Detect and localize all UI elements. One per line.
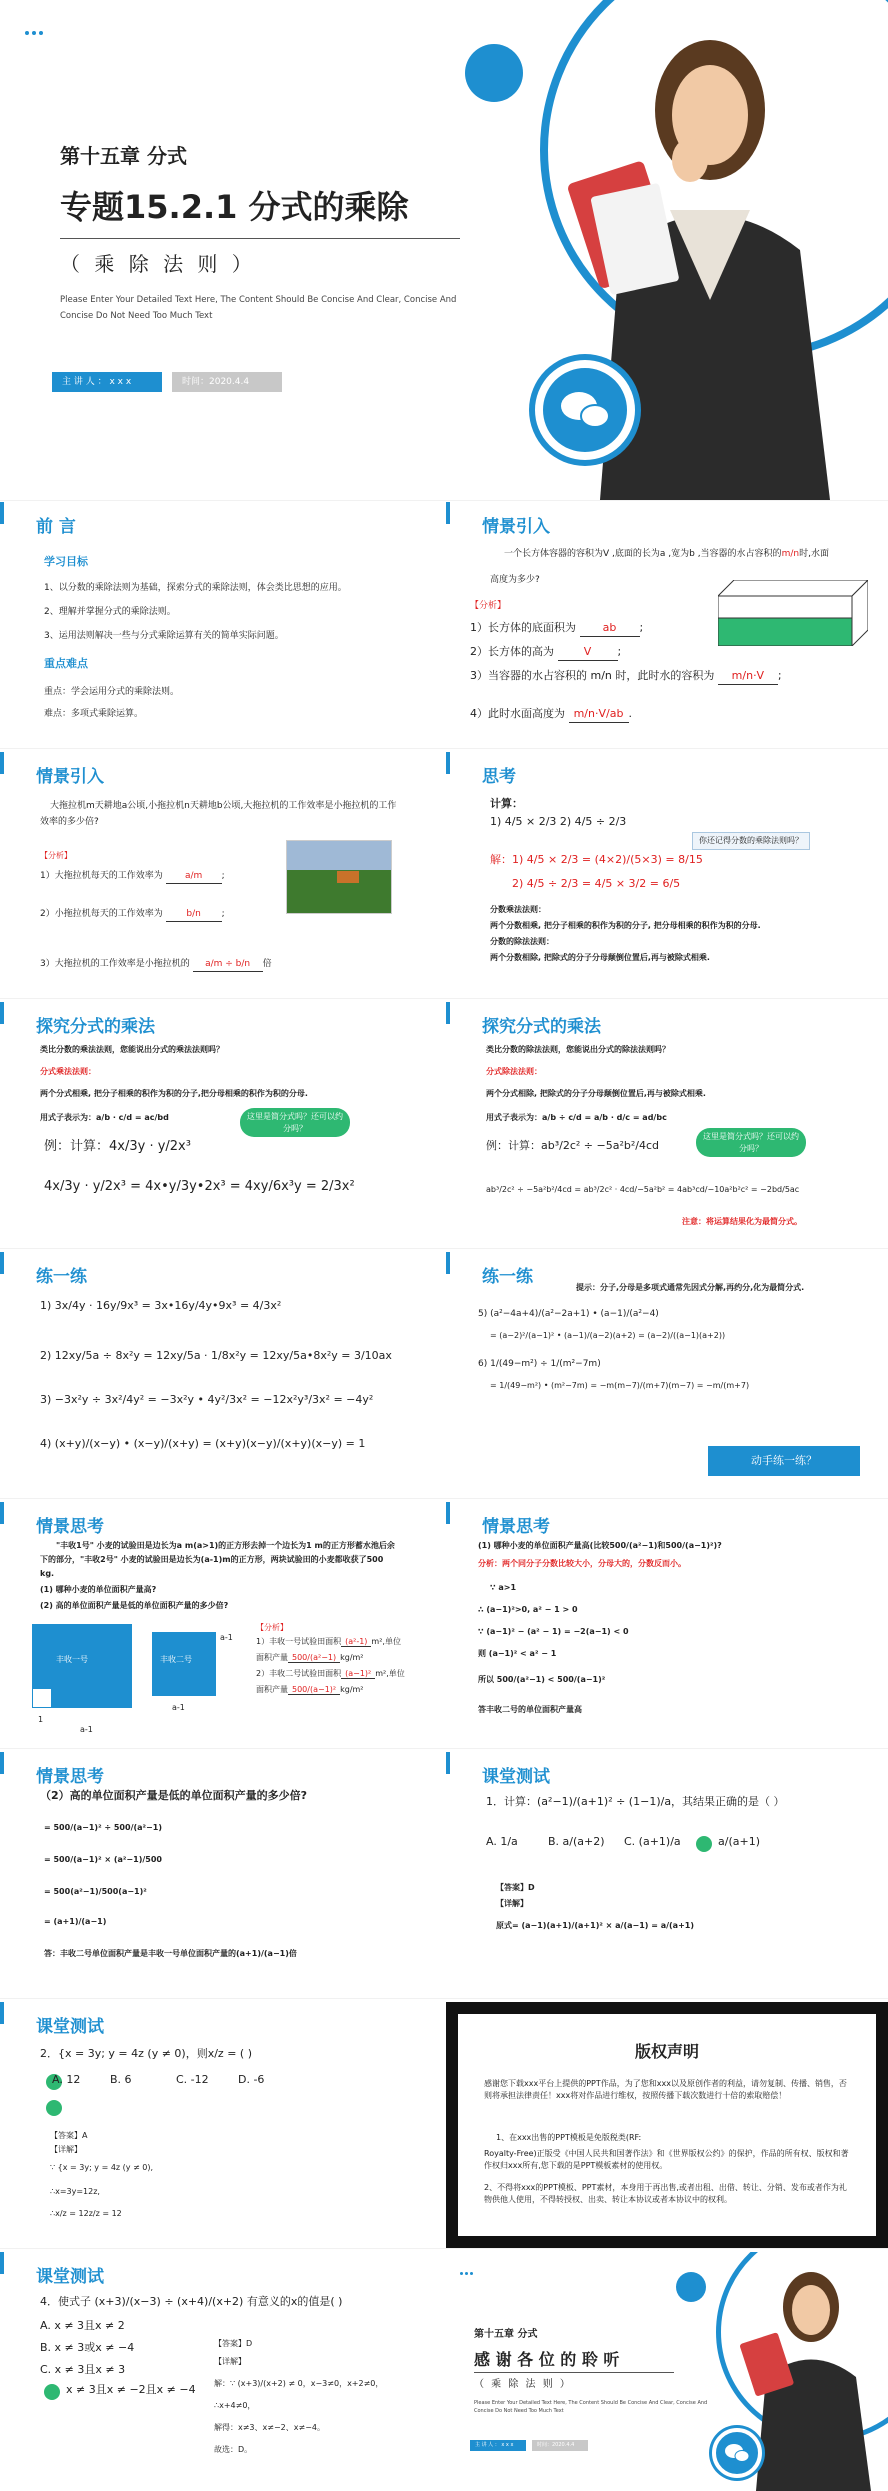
step-4: 则 (a−1)² < a² − 1 [478, 1649, 557, 1658]
answer: 答：丰收二号单位面积产量是丰收一号单位面积产量的(a+1)/(a−1)倍 [44, 1949, 297, 1958]
slide-copyright [446, 2002, 888, 2248]
tractor-photo [286, 840, 392, 914]
blue-dot-decoration [465, 44, 523, 102]
cover-chapter: 第十五章 分式 [60, 144, 187, 168]
option-b[interactable]: B. x ≠ 3或x ≠ −4 [40, 2341, 135, 2354]
note: 注意：将运算结果化为最简分式。 [682, 1217, 802, 1226]
slide-title: 课堂测试 [482, 1767, 550, 1787]
selected-marker [44, 2384, 60, 2400]
answer: 【答案】D [496, 1883, 535, 1892]
slide-title: 练一练 [36, 1267, 87, 1287]
goal-title: 学习目标 [44, 555, 88, 568]
analysis: 分析：两个同分子分数比较大小，分母大的，分数反而小。 [478, 1559, 686, 1568]
exercise-4: 4) (x+y)/(x−y) • (x−y)/(x+y) = (x+y)(x−y)/(x+y)(x−y) = 1 [40, 1437, 366, 1450]
intro-1: 一个长方体容器的容积为V ,底面的长为a ,宽为b ,当容器的水占容积的m/n时,水面 [504, 549, 829, 559]
example: 例：计算：ab³/2c² ÷ −5a²b²/4cd [486, 1139, 659, 1152]
slide-think [446, 752, 888, 998]
time-badge: 时间：2020.4.4 [532, 2440, 588, 2451]
question-1: (1) 哪种小麦的单位面积产量高? [40, 1585, 157, 1594]
intro-1: "丰收1号" 小麦的试验田是边长为a m(a>1)的正方形去掉一个边长为1 m的正方形蓄水池后余 [56, 1541, 395, 1550]
exercise-6: 6) 1/(49−m²) ÷ 1/(m²−7m) [478, 1359, 601, 1369]
slide-preface [0, 502, 440, 748]
slide-title: 课堂测试 [36, 2017, 104, 2037]
example-solution: ab³/2c² ÷ −5a²b²/4cd = ab³/2c² · 4cd/−5a²b² = 4ab³cd/−10a²b²c² = −2bd/5ac [486, 1185, 800, 1194]
problems: 1) 4/5 × 2/3 2) 4/5 ÷ 2/3 [490, 815, 627, 828]
detail-label: 【详解】 [50, 2145, 82, 2154]
step-3: = 500(a²−1)/500(a−1)² [44, 1887, 147, 1896]
formula: 用式子表示为：a/b ÷ c/d = a/b · d/c = ad/bc [486, 1113, 667, 1122]
step-5: 所以 500/(a²−1) < 500/(a−1)² [478, 1675, 606, 1684]
option-d[interactable]: x ≠ 3且x ≠ −2且x ≠ −4 [66, 2383, 196, 2396]
slide-scenario-1 [0, 1502, 440, 1748]
tip-bubble: 你还记得分数的乘除法则吗？ [692, 832, 810, 850]
detail-label: 【详解】 [496, 1899, 528, 1908]
option-c[interactable]: C. x ≠ 3且x ≠ 3 [40, 2363, 126, 2376]
end-chapter: 第十五章 分式 [474, 2329, 538, 2340]
example: 例：计算：4x/3y · y/2x³ [44, 1139, 191, 1154]
step-1: 解：∵ (x+3)/(x+2) ≠ 0，x−3≠0，x+2≠0， [214, 2379, 384, 2388]
container-illustration [718, 580, 868, 646]
option-c[interactable]: C. (a+1)/a [624, 1835, 681, 1848]
slide-practice-1 [0, 1252, 440, 1498]
intro-3: kg. [40, 1569, 55, 1578]
tip-bubble: 这里是简分式吗？还可以约分吗？ [240, 1108, 350, 1137]
analysis-1b: 面积产量 500/(a²−1) kg/m² [256, 1653, 364, 1662]
exercise-5: 5) (a²−4a+4)/(a²−2a+1) • (a−1)/(a²−4) [478, 1309, 659, 1319]
option-c[interactable]: C. -12 [176, 2073, 209, 2086]
q3: 3）大拖拉机的工作效率是小拖拉机的 a/m ÷ b/n 倍 [40, 958, 272, 972]
key-1: 重点：学会运用分式的乘除法则。 [44, 687, 180, 697]
step-2: ∴ (a−1)²>0, a² − 1 > 0 [478, 1605, 578, 1614]
analysis-1: 1）丰收一号试验田面积 (a²-1) m²,单位 [256, 1637, 401, 1646]
cover-title: 专题15.2.1 分式的乘除 [60, 188, 409, 226]
step-1: ∵ {x = 3y; y = 4z (y ≠ 0), [50, 2163, 154, 2172]
slide-title: 情景思考 [36, 1767, 104, 1787]
option-d[interactable]: D. -6 [238, 2073, 265, 2086]
dim-a1-side: a-1 [220, 1633, 233, 1642]
dots-decoration [460, 2260, 473, 2279]
calc-label: 计算： [490, 797, 523, 810]
div-rule-title: 分数的除法法则： [490, 937, 554, 946]
solution-2: 2) 4/5 ÷ 2/3 = 4/5 × 3/2 = 6/5 [512, 877, 681, 890]
step-3: 解得：x≠3、x≠−2、x≠−4。 [214, 2423, 325, 2432]
q2: 2）小拖拉机每天的工作效率为 b/n ; [40, 908, 225, 922]
step-2: ∴x=3y=12z, [50, 2187, 100, 2196]
question: 4．使式子 (x+3)/(x−3) ÷ (x+4)/(x+2) 有意义的x的值是( ) [40, 2295, 343, 2308]
slide-scene-intro-2 [0, 752, 440, 998]
slide-title: 课堂测试 [36, 2267, 104, 2287]
analysis-2: 2）丰收二号试验田面积 (a−1)² m²,单位 [256, 1669, 405, 1678]
slide-title: 情景引入 [36, 767, 104, 787]
mul-rule: 两个分数相乘, 把分子相乘的积作为积的分子, 把分母相乘的积作为积的分母. [490, 921, 761, 930]
option-d[interactable]: a/(a+1) [718, 1835, 760, 1848]
solution: 原式= (a−1)(a+1)/(a+1)² × a/(a−1) = a/(a+1) [496, 1921, 695, 1930]
question: 1．计算：(a²−1)/(a+1)² ÷ (1−1)/a，其结果正确的是（ ） [486, 1795, 785, 1808]
practice-button[interactable]: 动手练一练？ [708, 1446, 860, 1476]
end-subtitle: （ 乘 除 法 则 ） [474, 2379, 572, 2390]
exercise-2: 2) 12xy/5a ÷ 8x²y = 12xy/5a · 1/8x²y = 12xy/5a•8x²y = 3/10ax [40, 1349, 392, 1362]
intro-2: 高度为多少? [490, 575, 540, 585]
tip-bubble: 这里是简分式吗？还可以约分吗？ [696, 1128, 806, 1157]
option-a[interactable]: A. x ≠ 3且x ≠ 2 [40, 2319, 125, 2332]
slide-quiz-2 [0, 2002, 440, 2248]
cover-subtitle: （ 乘 除 法 则 ） [60, 252, 256, 276]
speaker-badge: 主 讲 人 ： x x x [470, 2440, 526, 2451]
cover-title-underline [60, 238, 460, 239]
slide-practice-2 [446, 1252, 888, 1498]
chat-icon-circle [712, 2428, 762, 2478]
key-title: 重点难点 [44, 657, 88, 670]
answer: 【答案】D [214, 2339, 253, 2348]
reservoir [32, 1688, 52, 1708]
speaker-badge: 主 讲 人 ： x x x [52, 372, 162, 392]
dots-decoration [25, 20, 43, 39]
rule-title: 分式除法法则： [486, 1067, 542, 1076]
question-2: (2) 高的单位面积产量是低的单位面积产量的多少倍? [40, 1601, 229, 1610]
dim-a1-bottom: a-1 [80, 1725, 93, 1734]
conclusion: 答丰收二号的单位面积产量高 [478, 1705, 582, 1714]
exercise-6-solution: = 1/(49−m²) • (m²−7m) = −m(m−7)/(m+7)(m−7) = −m/(m+7) [490, 1381, 750, 1390]
key-2: 难点：多项式乘除运算。 [44, 709, 144, 719]
question: （2）高的单位面积产量是低的单位面积产量的多少倍? [40, 1789, 308, 1802]
end-desc-1: Please Enter Your Detailed Text Here, The Content Should Be Concise And Clear, Concise And [474, 2400, 708, 2406]
step-1: ∵ a>1 [490, 1583, 517, 1592]
end-title: 感 谢 各 位 的 聆 听 [474, 2350, 620, 2369]
step-2: = 500/(a−1)² × (a²−1)/500 [44, 1855, 162, 1864]
goal-1: 1、以分数的乘除法则为基础，探索分式的乘除法则，体会类比思想的应用。 [44, 583, 347, 593]
end-title-underline [474, 2372, 674, 2373]
field-2-label: 丰收二号 [160, 1655, 192, 1664]
slide-scenario-2 [446, 1502, 888, 1748]
intro-2: 效率的多少倍? [40, 817, 99, 827]
dim-a1-field2: a-1 [172, 1703, 185, 1712]
option-a[interactable]: A. 1/a [486, 1835, 518, 1848]
cover-desc-1: Please Enter Your Detailed Text Here, The Content Should Be Concise And Clear, Concise And [60, 295, 457, 305]
intro-2: 下的部分，"丰收2号" 小麦的试验田是边长为(a-1)m的正方形，两块试验田的小麦都收获了500 [40, 1555, 384, 1564]
slide-quiz-1 [446, 1752, 888, 1998]
detail-label: 【详解】 [214, 2357, 246, 2366]
hint: 提示：分子,分母是多项式通常先因式分解,再约分,化为最简分式. [576, 1283, 805, 1292]
copyright-p3: Royalty-Free)正版受《中国人民共和国著作法》和《世界版权公约》的保护，作品的所有权、版权和著作权归xxx所有,您下载的是PPT模板素材的使用权。 [484, 2149, 849, 2170]
step-1: = 500/(a−1)² ÷ 500/(a²−1) [44, 1823, 162, 1832]
slide-title: 情景思考 [36, 1517, 104, 1537]
slide-title: 探究分式的乘法 [482, 1017, 601, 1037]
slide-ending [446, 2252, 888, 2491]
analysis-label: 【分析】 [40, 851, 72, 860]
blue-dot-decoration [676, 2272, 706, 2302]
rule: 两个分式相除, 把除式的分子分母颠倒位置后,再与被除式相乘. [486, 1089, 706, 1098]
step-4: = (a+1)/(a−1) [44, 1917, 107, 1926]
copyright-p2: 1、在xxx出售的PPT模板是免版税类(RF: [496, 2133, 642, 2142]
goal-3: 3、运用法则解决一些与分式乘除运算有关的简单实际问题。 [44, 631, 284, 641]
rule: 两个分式相乘, 把分子相乘的积作为积的分子,把分母相乘的积作为积的分母. [40, 1089, 308, 1098]
mul-rule-title: 分数乘法法则： [490, 905, 546, 914]
step-2: ∴x+4≠0， [214, 2401, 256, 2410]
end-desc-2: Concise Do Not Need Too Much Text [474, 2408, 564, 2414]
slide-scene-intro-1 [446, 502, 888, 748]
slide-explore-div [446, 1002, 888, 1248]
intro-1: 大拖拉机m天耕地a公顷,小拖拉机n天耕地b公顷,大拖拉机的工作效率是小拖拉机的工作 [50, 801, 397, 811]
slide-title: 思考 [482, 767, 516, 787]
option-a[interactable]: A. 12 [52, 2073, 81, 2086]
slide-title: 练一练 [482, 1267, 533, 1287]
goal-2: 2、理解并掌握分式的乘除法则。 [44, 607, 176, 617]
step-3: ∴x/z = 12z/z = 12 [50, 2209, 122, 2218]
question: 类比分数的除法法则，您能说出分式的除法法则吗？ [486, 1045, 670, 1054]
copyright-title: 版权声明 [634, 2042, 699, 2061]
exercise-3: 3) −3x²y ÷ 3x²/4y² = −3x²y • 4y²/3x² = −12x²y³/3x² = −4y² [40, 1393, 374, 1406]
question: 2．{x = 3y; y = 4z (y ≠ 0)，则x/z = ( ) [40, 2047, 252, 2060]
cover-slide [0, 0, 888, 500]
question: 类比分数的乘法法则，您能说出分式的乘法法则吗？ [40, 1045, 224, 1054]
exercise-1: 1) 3x/4y · 16y/9x³ = 3x•16y/4y•9x³ = 4/3x² [40, 1299, 282, 1312]
step-4: 故选：D。 [214, 2445, 253, 2454]
q1: 1）大拖拉机每天的工作效率为 a/m ; [40, 870, 225, 884]
copyright-p4: 2、不得将xxx的PPT模板、PPT素材，本身用于再出售,或者出租、出借、转让、分销、发布或者作为礼物供他人使用，不得转授权、出卖、转让本协议或者本协议中的权利。 [484, 2183, 847, 2204]
exercise-5-solution: = (a−2)²/(a−1)² • (a−1)/(a−2)(a+2) = (a−2)/((a−1)(a+2)) [490, 1331, 726, 1340]
q2: 2）长方体的高为 V ; [470, 644, 621, 661]
slide-title: 情景思考 [482, 1517, 550, 1537]
solution-1: 解：1) 4/5 × 2/3 = (4×2)/(5×3) = 8/15 [490, 853, 703, 866]
div-rule: 两个分数相除, 把除式的分子分母颠倒位置后,再与被除式相乘. [490, 953, 710, 962]
time-badge: 时间：2020.4.4 [172, 372, 282, 392]
dim-1: 1 [38, 1715, 44, 1724]
q1: 1）长方体的底面积为 ab ; [470, 620, 643, 637]
chat-icon [543, 368, 627, 452]
field-1-label: 丰收一号 [56, 1655, 88, 1664]
question: (1) 哪种小麦的单位面积产量高(比较500/(a²−1)和500/(a−1)²)? [478, 1541, 722, 1550]
cover-desc-2: Concise Do Not Need Too Much Text [60, 311, 213, 321]
q4: 4）此时水面高度为 m/n·V/ab . [470, 706, 632, 723]
green-dot [46, 2100, 62, 2116]
copyright-p1: 感谢您下载xxx平台上提供的PPT作品，为了您和xxx以及原创作者的利益，请勿复制、传播、销售，否则将承担法律责任！xxx将对作品进行维权，按照传播下载次数进行十倍的索取赔偿！ [484, 2079, 847, 2100]
analysis-label: 【分析】 [470, 601, 507, 611]
answer: 【答案】A [50, 2131, 88, 2140]
formula: 用式子表示为：a/b · c/d = ac/bd [40, 1113, 169, 1122]
slide-title: 探究分式的乘法 [36, 1017, 155, 1037]
slide-scenario-3 [0, 1752, 440, 1998]
option-b[interactable]: B. a/(a+2) [548, 1835, 605, 1848]
step-3: ∵ (a−1)² − (a² − 1) = −2(a−1) < 0 [478, 1627, 629, 1636]
q3: 3）当容器的水占容积的 m/n 时，此时水的容积为 m/n·V ; [470, 668, 782, 685]
chat-icon [716, 2432, 758, 2474]
slide-explore-mul [0, 1002, 440, 1248]
rule-title: 分式乘法法则： [40, 1067, 96, 1076]
selected-marker [696, 1836, 712, 1852]
analysis-2b: 面积产量 500/(a−1)² kg/m² [256, 1685, 364, 1694]
option-b[interactable]: B. 6 [110, 2073, 132, 2086]
slide-title: 前 言 [36, 517, 76, 537]
chat-icon-circle [535, 360, 635, 460]
analysis-label: 【分析】 [256, 1623, 288, 1632]
slide-title: 情景引入 [482, 517, 550, 537]
example-solution: 4x/3y · y/2x³ = 4x•y/3y•2x³ = 4xy/6x³y = 2/3x² [44, 1179, 355, 1194]
slide-quiz-3 [0, 2252, 440, 2491]
